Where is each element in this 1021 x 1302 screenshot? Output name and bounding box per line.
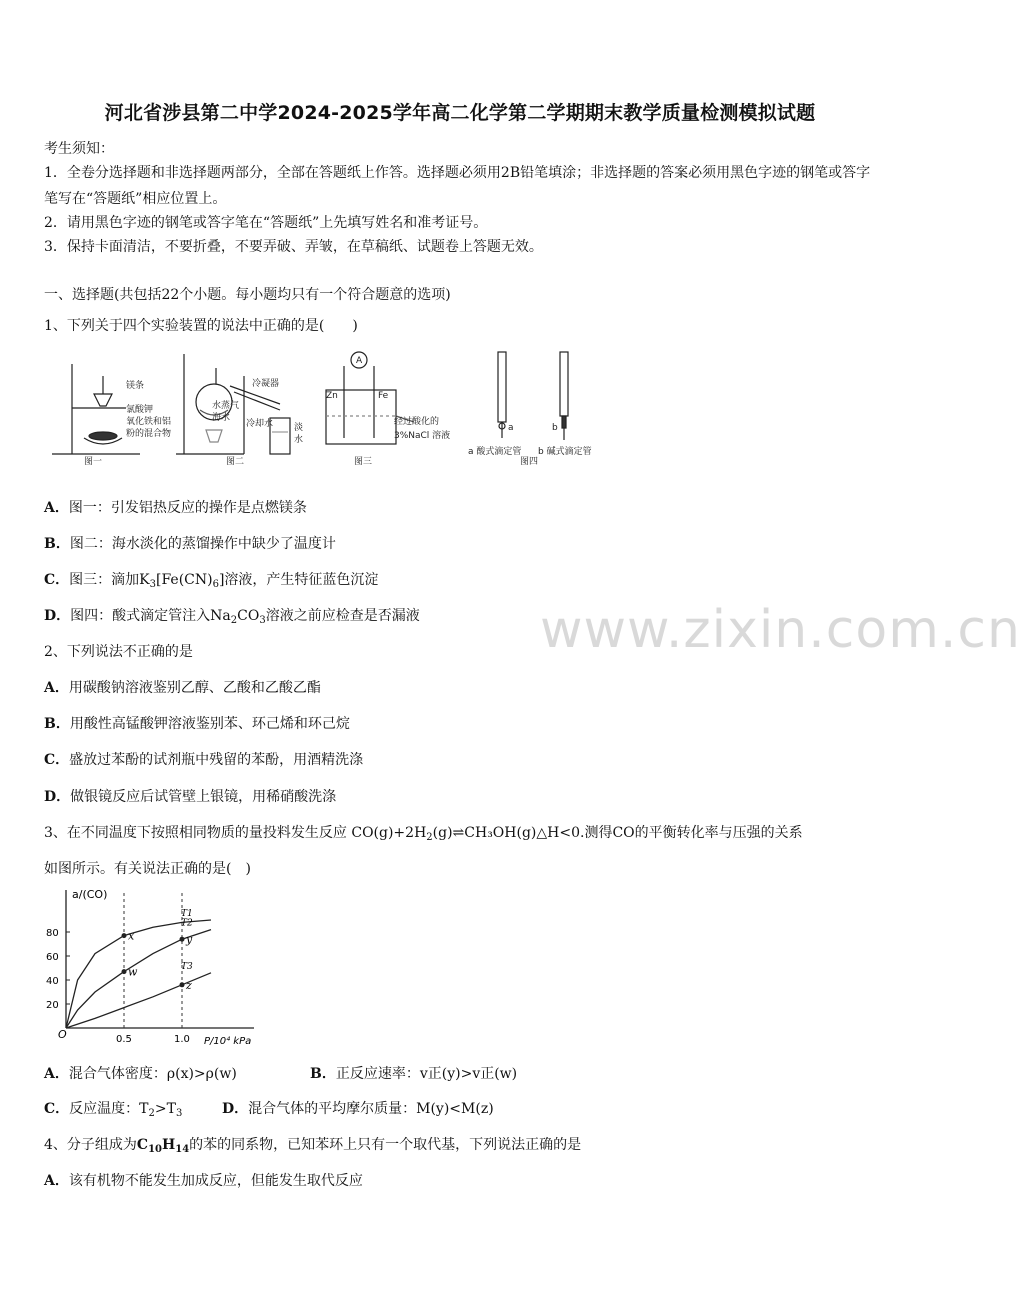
point-x (122, 933, 127, 938)
fig3-label-soln1: 经过酸化的 (394, 417, 440, 427)
q1-option-a[interactable]: A．图一：引发铝热反应的操作是点燃镁条 (44, 500, 307, 516)
series-label-T2: T2 (181, 918, 193, 929)
option-letter: B． (310, 1066, 336, 1082)
x-tick-label-1.0: 1.0 (174, 1034, 190, 1045)
q4-option-a[interactable]: A．该有机物不能发生加成反应，但能发生取代反应 (44, 1173, 363, 1189)
notice-item-3: 3．保持卡面清洁，不要折叠，不要弄破、弄皱，在草稿纸、试题卷上答题无效。 (44, 239, 543, 255)
notice-item-1: 1．全卷分选择题和非选择题两部分，全部在答题纸上作答。选择题必须用2B铅笔填涂；非选择题的答案必须用黑色字迹的钢笔或答字笔写在“答题纸”相应位置上。 (44, 165, 871, 207)
option-letter: A． (44, 680, 69, 696)
fig4-base-burette (560, 352, 568, 416)
fig1-mixture (89, 432, 117, 440)
q3-option-c[interactable]: C．反应温度：$T_2>T_3$ (44, 1101, 183, 1119)
x-axis-label: P/10⁴ kPa (204, 1036, 252, 1047)
q2-option-d[interactable]: D．做银镜反应后试管壁上银镜，用稀硝酸洗涤 (44, 789, 337, 805)
option-letter: B． (44, 716, 70, 732)
notice-heading: 考生须知： (44, 141, 114, 157)
q2-option-a[interactable]: A．用碳酸钠溶液鉴别乙醇、乙酸和乙酸乙酯 (44, 680, 321, 696)
fig3-label-ammeter: A (356, 356, 363, 366)
fig1-label-mg: 镁条 (126, 381, 145, 391)
fig2-label-seawater: 海水 (212, 413, 231, 423)
y-tick-label-80: 80 (46, 928, 59, 939)
q2-option-b[interactable]: B．用酸性高锰酸钾溶液鉴别苯、环己烯和环己烷 (44, 716, 350, 732)
option-letter: B． (44, 536, 70, 552)
q1-stem: 1、下列关于四个实验装置的说法中正确的是( ) (44, 318, 358, 334)
q3-option-b[interactable]: B．正反应速率：v正(y)>v正(w) (310, 1066, 518, 1082)
fig2-label-fresh2: 水 (294, 435, 304, 445)
fig4-label-a: a (508, 423, 514, 433)
q3-option-d[interactable]: D．混合气体的平均摩尔质量：M(y)<M(z) (222, 1101, 494, 1117)
q2-stem: 2、下列说法不正确的是 (44, 644, 193, 660)
q1-option-c[interactable]: C．图三：滴加$K_3[Fe(CN)_6]$溶液，产生特征蓝色沉淀 (44, 572, 379, 590)
x-tick-label-0.5: 0.5 (116, 1034, 132, 1045)
fig4-caption: 图四 (520, 457, 539, 467)
option-letter: C． (44, 1101, 70, 1117)
fig3-label-soln2: 3%NaCl 溶液 (394, 431, 451, 441)
y-tick-label-60: 60 (46, 952, 59, 963)
point-label-z: z (186, 978, 192, 992)
point-label-w: w (128, 965, 138, 979)
fig1-label-mix2: 粉的混合物 (126, 429, 172, 439)
fig3-label-fe: Fe (378, 391, 389, 401)
origin-label: O (58, 1028, 67, 1041)
series-label-T3: T3 (181, 961, 193, 972)
option-letter: A． (44, 1066, 69, 1082)
fig3-caption: 图三 (354, 457, 373, 467)
section-heading: 一、选择题(共包括22个小题。每小题均只有一个符合题意的选项) (44, 287, 451, 303)
fig4-label-acid: a 酸式滴定管 (468, 447, 522, 457)
point-y (180, 937, 185, 942)
y-tick-label-20: 20 (46, 1000, 59, 1011)
q4-stem: 4、分子组成为$C_{10}H_{14}$的苯的同系物，已知苯环上只有一个取代基，下列说法正确的是 (44, 1137, 582, 1155)
series-label-T1: T1 (181, 909, 193, 919)
option-letter: D． (222, 1101, 249, 1117)
fig2-label-fresh1: 淡 (294, 423, 304, 433)
point-z (180, 982, 185, 987)
fig2-label-coolwater: 冷却水 (246, 419, 274, 429)
point-label-y: y (186, 933, 193, 947)
fig1-caption: 图一 (84, 457, 103, 467)
option-letter: D． (44, 789, 71, 805)
q3-chart (44, 884, 274, 1050)
exam-title: 河北省涉县第二中学2024-2025学年高二化学第二学期期末教学质量检测模拟试题 (104, 102, 816, 124)
y-tick-label-40: 40 (46, 976, 59, 987)
notice-item-2: 2．请用黑色字迹的钢笔或答字笔在“答题纸”上先填写姓名和准考证号。 (44, 215, 488, 231)
fig4-label-b: b (552, 423, 558, 433)
q3-stem-line2: 如图所示。有关说法正确的是( ) (44, 861, 251, 877)
fig3-label-zn: Zn (326, 391, 338, 401)
option-letter: D． (44, 608, 71, 624)
watermark: www.zixin.com.cn (540, 600, 1021, 660)
point-label-x: x (128, 929, 135, 943)
fig4-label-base: b 碱式滴定管 (538, 447, 592, 457)
q1-option-b[interactable]: B．图二：海水淡化的蒸馏操作中缺少了温度计 (44, 536, 336, 552)
q3-option-a[interactable]: A．混合气体密度：ρ(x)>ρ(w) (44, 1066, 237, 1082)
fig2-label-condenser: 冷凝器 (252, 379, 280, 389)
option-letter: C． (44, 572, 70, 588)
q1-apparatus-figure (44, 346, 624, 467)
fig1-label-kclo3: 氯酸钾 (126, 405, 154, 415)
fig2-label-steam: 水蒸气 (212, 401, 240, 411)
q3-stem: 3、在不同温度下按照相同物质的量投料发生反应 $CO(g)+2H_2(g)\rightleftharpoons CH_3OH(g)\triangle H<0$.测得CO的平衡转化率与压强的关系 (44, 825, 803, 843)
q1-option-d[interactable]: D．图四：酸式滴定管注入$Na_2CO_3$溶液之前应检查是否漏液 (44, 608, 420, 626)
fig2-caption: 图二 (226, 457, 245, 467)
fig1-funnel (94, 394, 112, 406)
point-w (122, 969, 127, 974)
option-letter: A． (44, 500, 69, 516)
y-axis-label: a/(CO) (72, 888, 108, 901)
fig1-label-mix: 氧化铁和铝 (126, 417, 172, 427)
option-letter: C． (44, 752, 70, 768)
option-letter: A． (44, 1173, 69, 1189)
fig4-acid-burette (498, 352, 506, 422)
q2-option-c[interactable]: C．盛放过苯酚的试剂瓶中残留的苯酚，用酒精洗涤 (44, 752, 364, 768)
